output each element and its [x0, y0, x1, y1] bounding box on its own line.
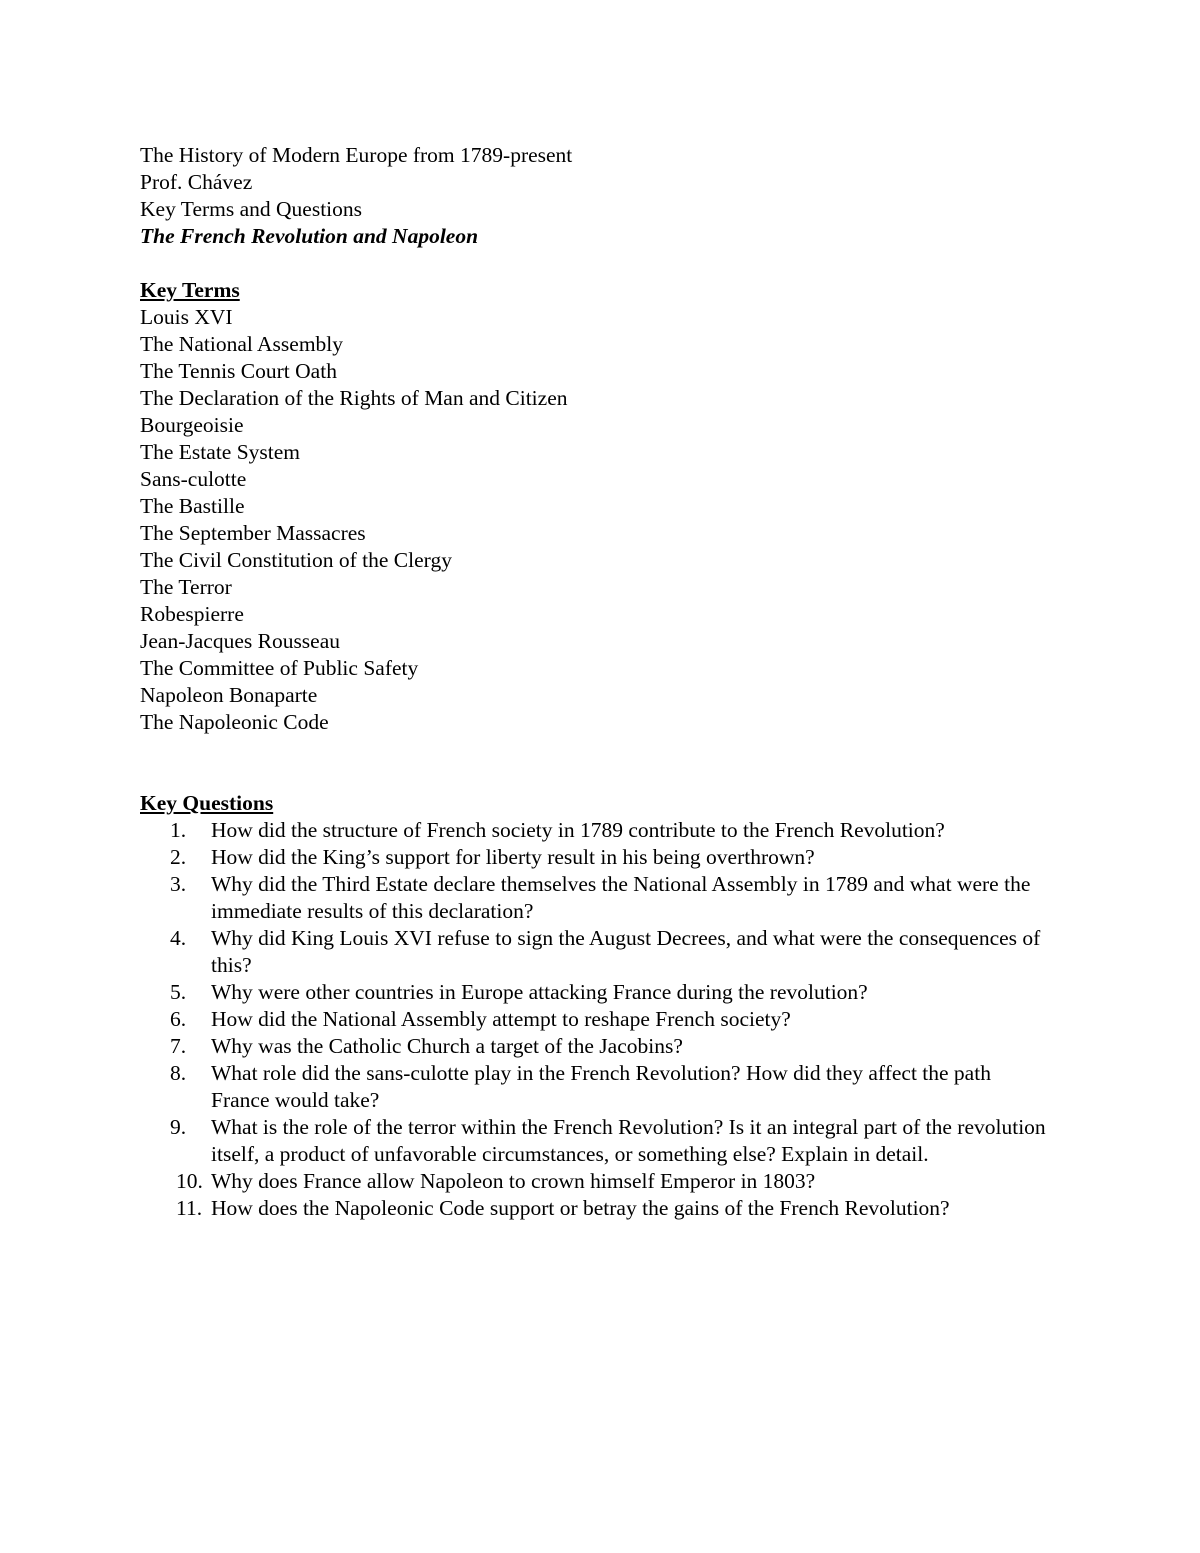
- question-text: Why was the Catholic Church a target of the Jacobins?: [211, 1034, 683, 1058]
- question-number: 11.: [176, 1196, 203, 1220]
- key-term-item: Sans-culotte: [140, 467, 247, 491]
- document-body: [140, 142, 1060, 1222]
- question-text: Why were other countries in Europe attacking France during the revolution?: [211, 980, 868, 1004]
- professor-name: Prof. Chávez: [140, 170, 253, 194]
- question-text: How did the King’s support for liberty result in his being overthrown?: [211, 845, 815, 869]
- question-item: [140, 817, 1051, 844]
- spacer: [140, 736, 1060, 790]
- question-text: What role did the sans-culotte play in the French Revolution? How did they affect the path France would take?: [211, 1061, 991, 1112]
- document-type: Key Terms and Questions: [140, 197, 363, 221]
- question-item: [140, 871, 1051, 925]
- question-number: 9.: [170, 1115, 187, 1139]
- question-text: Why did King Louis XVI refuse to sign the August Decrees, and what were the consequences of this?: [211, 926, 1041, 977]
- question-number: 7.: [170, 1034, 187, 1058]
- question-item: [140, 1195, 1051, 1222]
- key-term-item: Bourgeoisie: [140, 413, 244, 437]
- question-text: How did the National Assembly attempt to reshape French society?: [211, 1007, 791, 1031]
- spacer: [140, 250, 1060, 277]
- key-term-item: The Napoleonic Code: [140, 710, 329, 734]
- question-number: 5.: [170, 980, 187, 1004]
- key-terms-heading: Key Terms: [140, 278, 240, 302]
- question-item: [140, 925, 1051, 979]
- question-number: 10.: [176, 1169, 203, 1193]
- question-number: 1.: [170, 818, 187, 842]
- question-text: What is the role of the terror within the French Revolution? Is it an integral part of the revolution itself, a product of unfavorable circumstances, or something else? Explain in detail.: [211, 1115, 1046, 1166]
- question-number: 3.: [170, 872, 187, 896]
- key-term-item: The Committee of Public Safety: [140, 656, 419, 680]
- key-term-item: The Terror: [140, 575, 232, 599]
- topic-title: The French Revolution and Napoleon: [140, 224, 479, 248]
- question-text: How did the structure of French society in 1789 contribute to the French Revolution?: [211, 818, 945, 842]
- key-term-item: Robespierre: [140, 602, 244, 626]
- key-term-item: Napoleon Bonaparte: [140, 683, 318, 707]
- key-questions-heading: Key Questions: [140, 791, 274, 815]
- question-text: How does the Napoleonic Code support or betray the gains of the French Revolution?: [211, 1196, 950, 1220]
- key-term-item: Louis XVI: [140, 305, 233, 329]
- question-item: [140, 979, 1051, 1006]
- question-number: 2.: [170, 845, 187, 869]
- question-number: 8.: [170, 1061, 187, 1085]
- question-item: [140, 1168, 1051, 1195]
- key-terms-list: [140, 304, 1060, 736]
- key-term-item: The Civil Constitution of the Clergy: [140, 548, 452, 572]
- question-item: [140, 1033, 1051, 1060]
- question-item: [140, 844, 1051, 871]
- key-term-item: Jean-Jacques Rousseau: [140, 629, 341, 653]
- course-title: The History of Modern Europe from 1789-present: [140, 143, 573, 167]
- question-text: Why did the Third Estate declare themselves the National Assembly in 1789 and what were the immediate results of this declaration?: [211, 872, 1031, 923]
- question-item: [140, 1006, 1051, 1033]
- key-term-item: The September Massacres: [140, 521, 366, 545]
- key-term-item: The Bastille: [140, 494, 245, 518]
- question-item: [140, 1060, 1051, 1114]
- question-item: [140, 1114, 1051, 1168]
- key-term-item: The Estate System: [140, 440, 301, 464]
- key-term-item: The National Assembly: [140, 332, 344, 356]
- key-term-item: The Declaration of the Rights of Man and Citizen: [140, 386, 568, 410]
- question-text: Why does France allow Napoleon to crown himself Emperor in 1803?: [211, 1169, 816, 1193]
- key-questions-list: [140, 817, 1060, 1222]
- question-number: 4.: [170, 926, 187, 950]
- question-number: 6.: [170, 1007, 187, 1031]
- key-term-item: The Tennis Court Oath: [140, 359, 337, 383]
